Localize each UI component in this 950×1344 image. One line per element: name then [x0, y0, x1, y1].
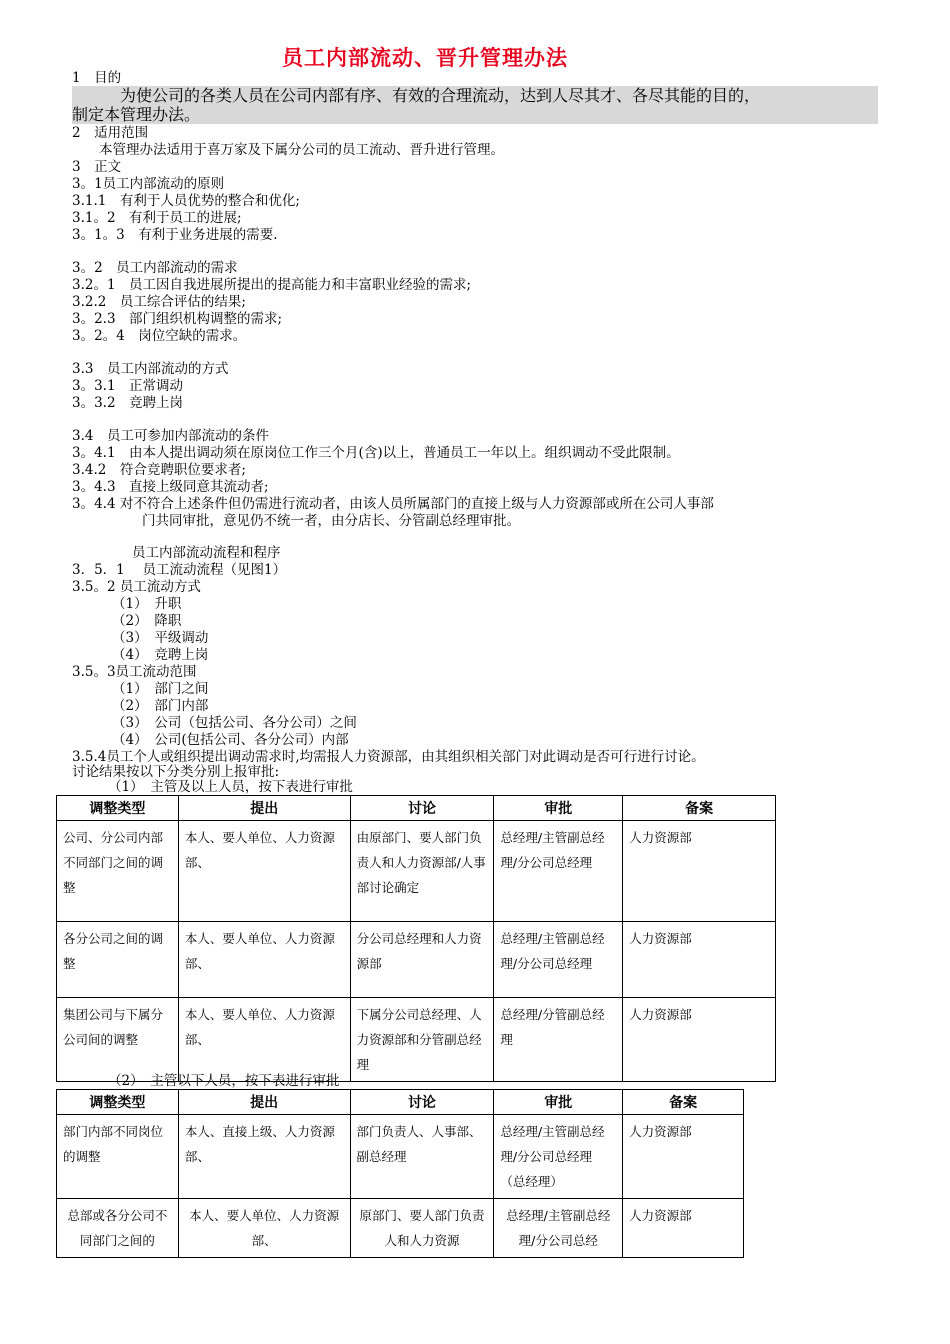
flow-scope-4: （4） 公司(包括公司、各分公司）内部: [112, 732, 349, 748]
table-cell: 原部门、要人部门负责人和人力资源: [350, 1199, 494, 1258]
table-cell: 总部或各分公司不同部门之间的: [57, 1199, 179, 1258]
table-cell: 下属分公司总经理、人力资源部和分管副总经理: [350, 998, 494, 1082]
table2-caption: （2） 主管以下人员，按下表进行审批: [108, 1073, 340, 1089]
item-3-1-1: 3.1.1 有利于人员优势的整合和优化;: [72, 193, 300, 209]
table-cell: 人力资源部: [623, 998, 776, 1082]
table-cell: 总经理/主管副总经理/分公司总经: [494, 1199, 623, 1258]
purpose-text: 为使公司的各类人员在公司内部有序、有效的合理流动，达到人尽其才、各尽其能的目的，: [72, 86, 761, 105]
table-cell: 本人、要人单位、人力资源部、: [178, 998, 350, 1082]
table-cell: 总经理/主管副总经理/分公司总经理: [494, 922, 623, 998]
flow-mode-4: （4） 竞聘上岗: [112, 647, 209, 663]
flow-mode-2: （2） 降职: [112, 613, 182, 629]
item-3-5-4-cont: 讨论结果按以下分类分别上报审批:: [72, 764, 280, 780]
table-header-cell: 备案: [623, 1090, 744, 1115]
table-cell: 集团公司与下属分公司间的调整: [57, 998, 179, 1082]
item-3-3-1: 3。3.1 正常调动: [72, 378, 184, 394]
item-3-1-2: 3.1。2 有利于员工的进展;: [72, 210, 242, 226]
section-3-1-heading: 3。1员工内部流动的原则: [72, 176, 225, 192]
purpose-text-cont: 制定本管理办法。: [72, 105, 201, 124]
table-cell: 部门负责人、人事部、副总经理: [350, 1115, 494, 1199]
table-cell: 本人、直接上级、人力资源部、: [178, 1115, 350, 1199]
section-1-heading: 1 目的: [72, 70, 122, 86]
table1-caption: （1） 主管及以上人员，按下表进行审批: [108, 779, 353, 795]
table-row: [57, 1199, 744, 1258]
section-3-heading: 3 正文: [72, 159, 122, 175]
table-header-cell: 提出: [178, 1090, 350, 1115]
table-cell: 总经理/主管副总经理/分公司总经理（总经理）: [494, 1115, 623, 1199]
table-header-cell: 讨论: [350, 796, 494, 821]
item-3-2-3: 3。2.3 部门组织机构调整的需求;: [72, 311, 283, 327]
table-cell: 人力资源部: [623, 821, 776, 922]
item-3-2-4: 3。2。4 岗位空缺的需求。: [72, 328, 247, 344]
section-2-heading: 2 适用范围: [72, 125, 149, 141]
item-3-5-2: 3.5。2 员工流动方式: [72, 579, 201, 595]
item-3-4-1: 3。4.1 由本人提出调动须在原岗位工作三个月(含)以上，普通员工一年以上。组织调动不受此限制。: [72, 445, 680, 461]
table-cell: 本人、要人单位、人力资源部、: [178, 821, 350, 922]
table-cell: 部门内部不同岗位的调整: [57, 1115, 179, 1199]
table-cell: 总经理/主管副总经理/分公司总经理: [494, 821, 623, 922]
item-3-5-4: 3.5.4员工个人或组织提出调动需求时,均需报人力资源部，由其组织相关部门对此调动是否可行进行讨论。: [72, 749, 705, 765]
table-header-cell: 讨论: [350, 1090, 494, 1115]
table-cell: 总经理/分管副总经理: [494, 998, 623, 1082]
scope-text: 本管理办法适用于喜万家及下属分公司的员工流动、晋升进行管理。: [72, 142, 504, 158]
table-cell: 各分公司之间的调整: [57, 922, 179, 998]
table-header-cell: 提出: [178, 796, 350, 821]
table-cell: 人力资源部: [623, 922, 776, 998]
table-header-cell: 调整类型: [57, 1090, 179, 1115]
item-3-2-2: 3.2.2 员工综合评估的结果;: [72, 294, 246, 310]
table-row: [57, 821, 776, 922]
section-3-3-heading: 3.3 员工内部流动的方式: [72, 361, 229, 377]
table-cell: 人力资源部: [623, 1199, 744, 1258]
item-3-4-4: 3。4.4 对不符合上述条件但仍需进行流动者，由该人员所属部门的直接上级与人力资源部或所在公司人事部: [72, 496, 714, 512]
table-header-row: [57, 796, 776, 821]
item-3-4-4-cont: 门共同审批，意见仍不统一者，由分店长、分管副总经理审批。: [142, 513, 520, 529]
table-header-cell: 审批: [494, 796, 623, 821]
section-3-2-heading: 3。2 员工内部流动的需求: [72, 260, 238, 276]
item-3-1-3: 3。1。3 有利于业务进展的需要.: [72, 227, 278, 243]
table-header-row: [57, 1090, 744, 1115]
table-cell: 人力资源部: [623, 1115, 744, 1199]
item-3-3-2: 3。3.2 竞聘上岗: [72, 395, 184, 411]
section-3-4-heading: 3.4 员工可参加内部流动的条件: [72, 428, 269, 444]
table-header-cell: 备案: [623, 796, 776, 821]
table-row: [57, 998, 776, 1082]
item-3-5-3: 3.5。3员工流动范围: [72, 664, 197, 680]
item-3-2-1: 3.2。1 员工因自我进展所提出的提高能力和丰富职业经验的需求;: [72, 277, 472, 293]
table-cell: 公司、分公司内部不同部门之间的调整: [57, 821, 179, 922]
table-cell: 本人、要人单位、人力资源部、: [178, 922, 350, 998]
table-row: [57, 1115, 744, 1199]
table-row: [57, 922, 776, 998]
flow-scope-3: （3） 公司（包括公司、各分公司）之间: [112, 715, 357, 731]
flow-mode-3: （3） 平级调动: [112, 630, 209, 646]
table-cell: 由原部门、要人部门负责人和人力资源部/人事部讨论确定: [350, 821, 494, 922]
flow-scope-1: （1） 部门之间: [112, 681, 209, 697]
approval-table-junior: [56, 1089, 744, 1258]
table-header-cell: 审批: [494, 1090, 623, 1115]
approval-table-senior: [56, 795, 776, 1082]
item-3-4-2: 3.4.2 符合竞聘职位要求者;: [72, 462, 246, 478]
item-3-5-1: 3．5．1 员工流动流程（见图1）: [72, 562, 287, 578]
table-header-cell: 调整类型: [57, 796, 179, 821]
item-3-4-3: 3。4.3 直接上级同意其流动者;: [72, 479, 269, 495]
flow-mode-1: （1） 升职: [112, 596, 182, 612]
document-title: 员工内部流动、晋升管理办法: [282, 46, 568, 70]
table-cell: 分公司总经理和人力资源部: [350, 922, 494, 998]
section-3-5-heading: 员工内部流动流程和程序: [132, 545, 281, 561]
flow-scope-2: （2） 部门内部: [112, 698, 209, 714]
table-cell: 本人、要人单位、人力资源部、: [178, 1199, 350, 1258]
